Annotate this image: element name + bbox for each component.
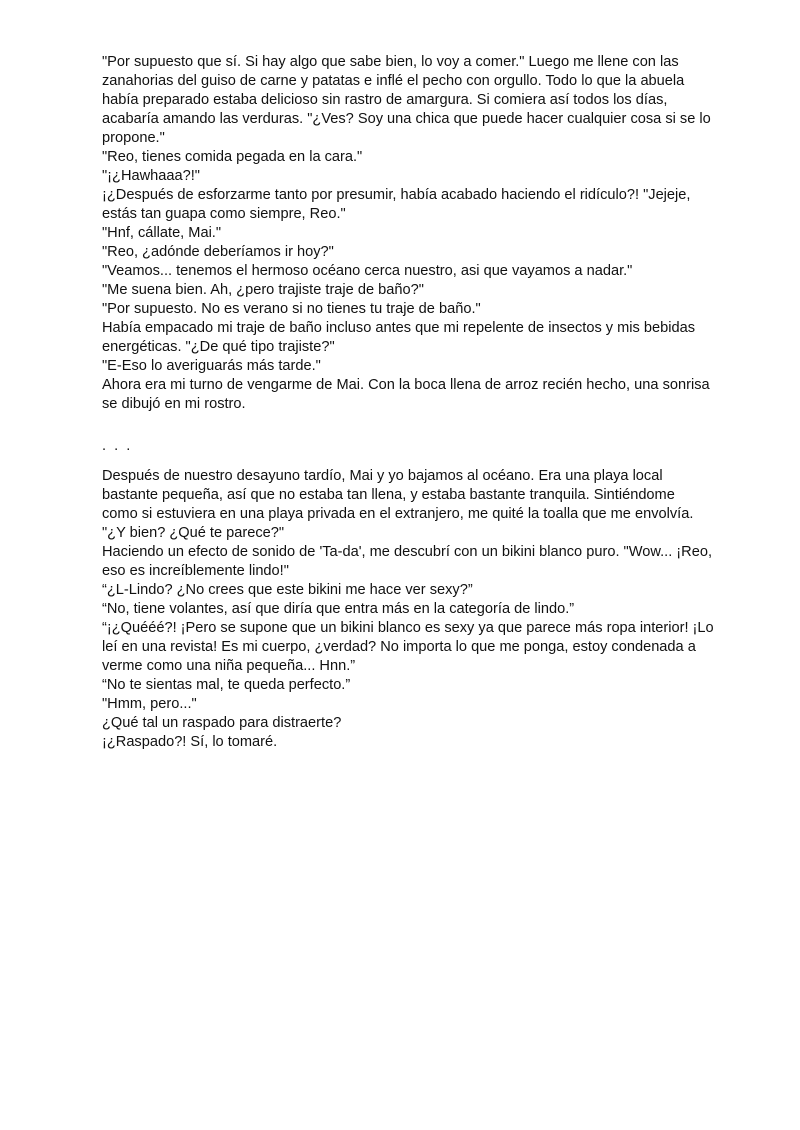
paragraph: “No te sientas mal, te queda perfecto.” (102, 677, 351, 693)
paragraph: “No, tiene volantes, así que diría que entra más en la categoría de lindo.” (102, 601, 575, 617)
section-one (102, 53, 714, 414)
paragraph: “¿L-Lindo? ¿No crees que este bikini me hace ver sexy?” (102, 582, 473, 598)
paragraph: "Por supuesto que sí. Si hay algo que sabe bien, lo voy a comer." Luego me llene con las zanahorias del guiso de carne y patatas e inflé el pecho con orgullo. Todo lo que la abuela había preparado estaba delicioso sin rastro de amargura. Si comiera así todos los días, acabaría amando las verduras. "¿Ves? Soy una chica que puede hacer cualquier cosa si se lo propone." (102, 54, 711, 146)
paragraph: Ahora era mi turno de vengarme de Mai. Con la boca llena de arroz recién hecho, una sonrisa se dibujó en mi rostro. (102, 377, 710, 412)
paragraph: Después de nuestro desayuno tardío, Mai y yo bajamos al océano. Era una playa local bastante pequeña, así que no estaba tan llena, y estaba bastante tranquila. Sintiéndome como si estuviera en una playa privada en el extranjero, me quité la toalla que me envolvía. "¿Y bien? ¿Qué te parece?" (102, 468, 694, 541)
paragraph: "Reo, tienes comida pegada en la cara." (102, 149, 363, 165)
paragraph: "Por supuesto. No es verano si no tienes tu traje de baño." (102, 301, 481, 317)
paragraph: “¡¿Quééé?! ¡Pero se supone que un bikini blanco es sexy ya que parece más ropa interior! ¡Lo leí en una revista! Es mi cuerpo, ¿verdad? No importa lo que me ponga, estoy condenada a verme como una niña pequeña... Hnn.” (102, 620, 714, 674)
paragraph: Haciendo un efecto de sonido de 'Ta-da', me descubrí con un bikini blanco puro. "Wow... ¡Reo, eso es increíblemente lindo!" (102, 544, 712, 579)
paragraph: "¡¿Hawhaaa?!" (102, 168, 200, 184)
paragraph: ¡¿Después de esforzarme tanto por presumir, había acabado haciendo el ridículo?! "Jejeje, estás tan guapa como siempre, Reo." (102, 187, 691, 222)
paragraph: "E-Eso lo averiguarás más tarde." (102, 358, 321, 374)
paragraph: "Hmm, pero..." (102, 696, 197, 712)
scene-break: . . . (102, 438, 133, 454)
paragraph: "Reo, ¿adónde deberíamos ir hoy?" (102, 244, 334, 260)
paragraph: Había empacado mi traje de baño incluso antes que mi repelente de insectos y mis bebidas energéticas. "¿De qué tipo trajiste?" (102, 320, 696, 355)
paragraph: "Veamos... tenemos el hermoso océano cerca nuestro, asi que vayamos a nadar." (102, 263, 633, 279)
paragraph: "Hnf, cállate, Mai." (102, 225, 222, 241)
paragraph: ¡¿Raspado?! Sí, lo tomaré. (102, 734, 278, 750)
section-two (102, 467, 714, 752)
paragraph: "Me suena bien. Ah, ¿pero trajiste traje de baño?" (102, 282, 424, 298)
paragraph: ¿Qué tal un raspado para distraerte? (102, 715, 342, 731)
